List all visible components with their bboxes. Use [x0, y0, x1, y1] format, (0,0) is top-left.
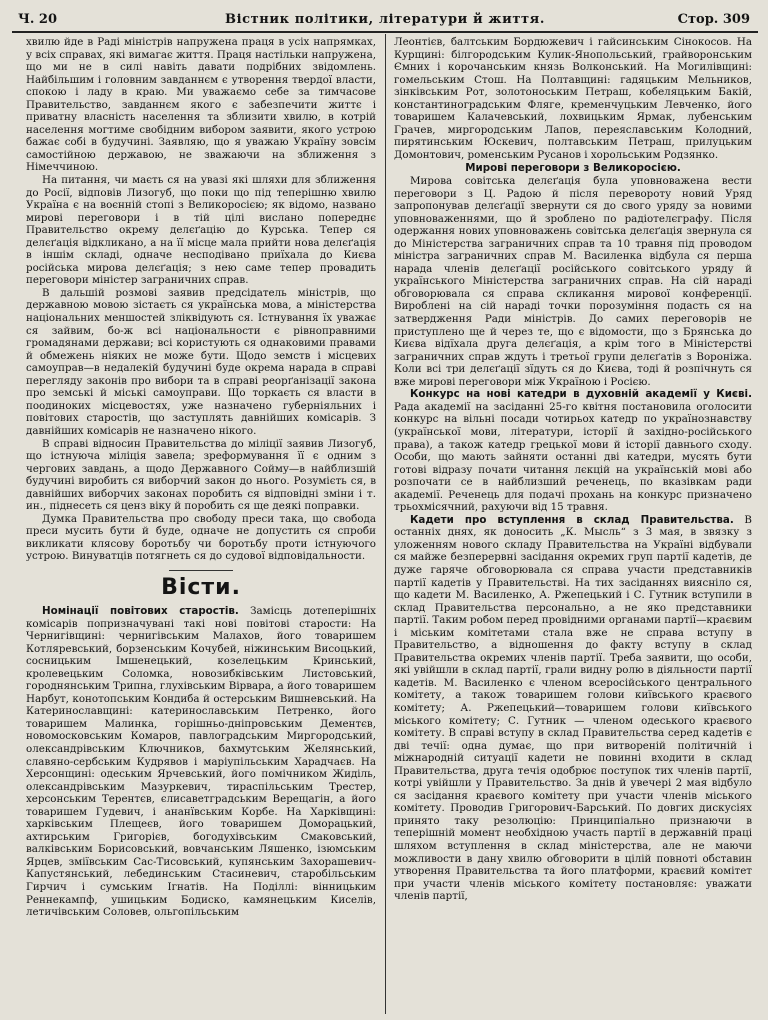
news-text: Рада академії на засіданні 25-го квітня постановила оголосити конкурс на вільні посади чотирьох катедр по українознавству (української мови, літератури, історії й західно-російського права), а також катедр грецької мови й історії давнього сходу. Особи, що мають зайняти останні дві катедри, мусять бути готові відразу почати читання лєкцій на українській мові або розпочати се в найблизший реченець, по вказівкам ради академії. Реченець для подачі прохань на конкурс призначено трьохмісячний, рахуючи від 15 травня. — [394, 400, 752, 514]
news-heading: Номінації повітових старостів. — [42, 604, 239, 617]
news-heading: Конкурс на нові катедри в духовній академії у Києві. — [410, 388, 752, 401]
header-rule — [12, 31, 758, 33]
news-heading: Мирові переговори з Великоросією. — [465, 162, 681, 175]
page-header — [12, 8, 758, 30]
page-number: Стор. 309 — [677, 12, 750, 27]
section-title: Вісти. — [161, 574, 241, 600]
news-item — [394, 514, 752, 903]
paragraph: Думка Правительства про свободу преси така, що свобода преси мусить бути й буде, одначе не допустить ся спроби викликати клясову боротьбу чи боротьбу проти істнуючого устрою. Винуватців потягнеть ся до судової відповідальности. — [26, 512, 376, 563]
issue-number: Ч. 20 — [18, 12, 58, 27]
paragraph: В справі відносин Правительства до міліції заявив Лизогуб, що істнуюча міліція завела; зреформування її є одним з чергових завдань, а щодо Державного Сойму—в найблизшій будучині виробить ся виборчий закон до нього. Розумієть ся, в давнійших виборчих законах поробить ся відповідні зміни і т. ин., піднесеть ся ценз віку й поробить ся ще деякі поправки. — [26, 437, 376, 513]
paragraph: На питання, чи маєть ся на увазі які шляхи для зближення до Росії, відповів Лизогуб, що поки що під теперішню хвилю Україна є на воєнній стопі з Великоросією; як відомо, названо мирові переговори і в тій цілі вислано попереднє Правительство окрему делєґацію до Курська. Тепер ся делєґація відкликано, а на її місце мала прийти нова делєґація в іншім складі, одначе несподівано приїхала до Києва російська мирова делєґація; з нею саме тепер провадить переговори міністер заграничних справ. — [26, 174, 376, 287]
left-column — [26, 36, 376, 1018]
news-text: Замісць дотеперішніх комісарів попризначувані такі нові повітові старости: На Чернигівщині: чернигівським Малахов, його товаришем Котляревський, борзенським Кочубей, ніжинським Висоцький, сосницьким Імшенецький, козелецьким Кринський, кролевецьким Соломка, новозибківським Листовський, городнянським Трипна, глухівським Вірвара, а його товаришем Нарбут, конотопським Кондиба й остерським Вишневський. На Катеринославщині: катеринославським Петренко, його товаришем Малинка, горішньо-дніпровським Дементєв, новомосковським Комаров, павлоградським Миргородський, олександрівським Ключников, бахмутським Желянський, славяно-сербським Кудрявов і маріупільським Харадчаєв. На Херсонщині: одеським Ярчевський, його помічником Жиділь, олександрівським Мазуркевич, тираспільським Трестер, херсонським Терентєв, єлисаветградським Верещагін, а його товаришем Гудевич, і ананївським Корбе. На Харківщині: харківським Плещеєв, його товаришем Доморацький, ахтирським Григорієв, богодухівським Смаковський, валківським Борисовський, вовчанським Ляшенко, ізюмським Ярцев, зміївським Сас-Тисовський, купянським Захорашевич-Капустянський, лебединським Стасиневич, старобільським Гирчич і сумським Ігнатів. На Поділлі: вінницьким Реннекампф, ушицьким Бодиско, камянецьким Киселів, летичівським Соловев, ольгопільським — [26, 604, 376, 919]
news-text: Мирова совітська делєґація була уповноважена вести переговори з Ц. Радою й після перевороту новий Уряд запропонував делєґації звернути ся до свого уряду за новими уповноваженнями, що й зроблено по радіотелєграфу. Після одержання нових уповноважень совітська делєґація звернула ся до Міністерства заграничних справ та 10 травня під проводом міністра заграничних справ М. Василенка відбула ся перша нарада членів делєґації російського совітського уряду й українського Міністерства заграничних справ. На сій нараді обговорювала ся справа скликання мирової конференції. Вироблені на сій нараді точки порозуміння подасть ся на затвердження Ради міністрів. До самих переговорів не приступлено ще й через те, що є відомости, що з Брянська до Києва відїхала друга делєґація, а крім того в Міністерстві заграничних справ ждуть і третьої групи делєґатів з Вороніжа. Коли всі три делєґації зїдуть ся до Києва, тоді й розпічнуть ся вже мирові переговори між Україною і Росією. — [394, 175, 752, 388]
journal-title: Вістник політики, літератури й життя. — [225, 12, 545, 27]
paragraph: хвилю йде в Раді міністрів напружена праця в усіх напрямках, у всіх справах, які вимагає життя. Праця настільки напружена, що ми не в силі навіть давати подрібних звідомлень. Найбільшим і головним завданнєм є утворення твердої власти, спокою і ладу в краю. Ми уважаємо себе за тимчасове Правительство, завданнєм якого є забезпечити життє і приватну власність населення та зблизити хвилю, в котрій населення могтиме свобідним вибором заявити, якого устрою бажає собі в будучині. Заявляю, що я уважаю Україну зовсім самостійною державою, не зважаючи на зближення з Німеччиною. — [26, 36, 376, 174]
paragraph: Леонтієв, балтським Бордюжевич і гайсинським Сінокосов. На Курщині: білгородським Кулик-Янопольський, грайворонським Ємних і корочанським князь Волконський. На Могилівщині: гомельським Стош. На Полтавщині: гадяцьким Мельников, зінківським Рот, золотоноським Петраш, кобеляцьким Бакій, константиноградським Фляге, кременчуцьким Левченко, його товаришем Калачевський, лохвицьким Ярмак, лубенським Грачев, миргородським Лапов, переяславським Колодний, пирятинським Юскевич, полтавським Петраш, прилуцьким Домонтович, роменським Русанов і хорольським Родзянко. — [394, 36, 752, 161]
right-column — [394, 36, 752, 1018]
paragraph: В дальшій розмові заявив предсідатель міністрів, що державною мовою зістаєть ся українська мова, а міністерства національних меншостей зліквідують ся. Істнування їх уважає ся зайвим, бо-ж всі національности є рівноправними громадянами держави; всі користують ся однаковими правами й обмежень ніяких не може бути. Щодо земств і місцевих самоуправ—в недалекій будучині буде окрема нарада в справі перегляду законів про вибори та в справі реорґанізації закона про земські й міські самоуправи. Що торкаєть ся власти в поодиноких місцевостях, уже назначено губерніяльних і повітових старостів, що заступлять давнійших комісарів. З давнійших комісарів не назначено нікого. — [26, 286, 376, 437]
column-divider — [385, 34, 386, 1014]
news-text: В останніх днях, як доносить „К. Мысль“ з 3 мая, в звязку з уложенням нового складу Правительства на Україні відбували ся майже безперервні засідання окремих груп партії кадетів, де дуже гаряче обговорювала ся справа участи представників партії кадетів у Правительстві. На тих засіданнях виясніло ся, що кадети М. Василенко, А. Ржепецький і С. Гутник вступили в склад Правительства персонально, а не яко представники партії. Таким робом перед провідними органами партії—краєвим і міським комітетами стала вже не справа вступу в Правительство, а відношення до факту вступу в склад Правительства окремих членів партії. Треба заявити, що особи, які увійшли в склад партії, грали видну ролю в діяльности партії кадетів. М. Василенко є членом всеросійського центрального комітету, а також товаришем голови київського краєвого комітету; А. Ржепецький—товаришем голови київського міського комітету; С. Гутник — членом одеського краєвого комітету. В справі вступу в склад Правительства серед кадетів є дві течії: одна думає, що при витвореній політичній і міжнародній ситуації кадети не повинні входити в склад Правительства, друга течія одобрює поступок тих членів партії, котрі увійшли у Правительство. За днів й увечері 2 мая відбуло ся засідання краєвого комітету при участи членів міського комітету. Проводив Григорович-Барський. По довгих дискусіях принято таку резолюцію: Принципіально признаючи в теперішній момент необхідною участь партії в державній праці шляхом вступлення в склад міністерства, але не маючи можливости в дану хвилю обговорити в цілій повноті обставин утворення Правительства та його платформи, краєвий комітет при участи членів міського комітету постановляє: уважати членів партії, — [394, 513, 752, 903]
news-item — [26, 605, 376, 919]
news-heading: Кадети про вступлення в склад Правительства. — [410, 513, 734, 526]
news-item — [394, 388, 752, 513]
section-divider — [169, 570, 233, 571]
